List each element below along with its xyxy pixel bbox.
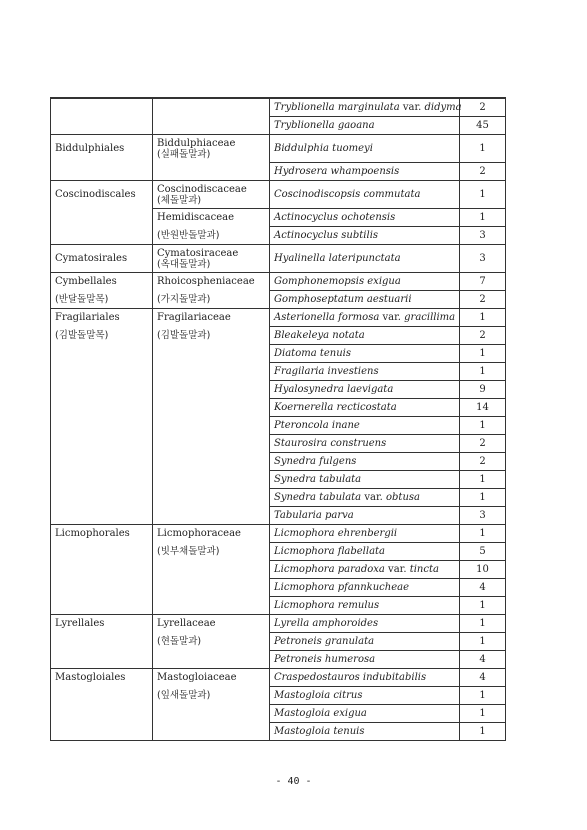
- species-cell: [270, 345, 460, 363]
- family-cell: [153, 381, 270, 399]
- species-name: Diatoma tenuis: [274, 348, 351, 359]
- table-row: [51, 417, 506, 435]
- family-cell: Fragilariaceae: [153, 309, 270, 327]
- family-cell: (가지돌말과): [153, 291, 270, 309]
- species-name: Bleakeleya notata: [274, 330, 365, 341]
- count-cell: 5: [460, 543, 506, 561]
- table-row: [51, 669, 506, 687]
- species-cell: [270, 181, 460, 209]
- table-row: [51, 381, 506, 399]
- order-cell: [51, 651, 153, 669]
- count-cell: 3: [460, 507, 506, 525]
- species-name: Mastogloia tenuis: [274, 726, 365, 737]
- species-cell: [270, 453, 460, 471]
- count-cell: 1: [460, 209, 506, 227]
- order-cell: [51, 489, 153, 507]
- count-cell: 1: [460, 417, 506, 435]
- family-cell: Mastogloiaceae: [153, 669, 270, 687]
- species-cell: [270, 209, 460, 227]
- family-cell: Licmophoraceae: [153, 525, 270, 543]
- species-name: Tryblionella marginulata: [274, 102, 400, 113]
- species-cell: [270, 507, 460, 525]
- family-cell: [153, 135, 270, 163]
- variety-name: didyma: [424, 102, 462, 113]
- count-cell: 2: [460, 453, 506, 471]
- order-cell: [51, 435, 153, 453]
- family-name: Biddulphiaceae: [157, 137, 236, 149]
- species-name: Synedra tabulata: [274, 474, 362, 485]
- table-row: [51, 471, 506, 489]
- order-cell: [51, 579, 153, 597]
- order-cell: [51, 705, 153, 723]
- species-cell: [270, 561, 460, 579]
- species-name: Licmophora paradoxa: [274, 564, 385, 575]
- family-cell: [153, 579, 270, 597]
- table-row: [51, 543, 506, 561]
- family-cell: [153, 117, 270, 135]
- count-cell: 1: [460, 363, 506, 381]
- family-cell: (빗부채돌말과): [153, 543, 270, 561]
- order-cell: Cymbellales: [51, 273, 153, 291]
- species-table: [50, 97, 506, 741]
- order-cell: [51, 381, 153, 399]
- species-name: Fragilaria investiens: [274, 366, 379, 377]
- species-cell: [270, 363, 460, 381]
- table-row: [51, 399, 506, 417]
- table-row: [51, 579, 506, 597]
- species-cell: [270, 705, 460, 723]
- species-cell: [270, 117, 460, 135]
- family-cell: [153, 363, 270, 381]
- table-row: [51, 245, 506, 273]
- count-cell: 4: [460, 669, 506, 687]
- count-cell: 2: [460, 163, 506, 181]
- table-row: [51, 525, 506, 543]
- variety-name: tincta: [409, 564, 439, 575]
- table-row: [51, 615, 506, 633]
- species-name: Tabularia parva: [274, 510, 354, 521]
- species-name: Biddulphia tuomeyi: [274, 143, 373, 154]
- order-cell: [51, 98, 153, 117]
- table-row: [51, 98, 506, 117]
- species-cell: [270, 417, 460, 435]
- variety-marker: var.: [361, 492, 386, 503]
- family-cell: [153, 181, 270, 209]
- family-cell: Hemidiscaceae: [153, 209, 270, 227]
- species-name: Asterionella formosa: [274, 312, 380, 323]
- table-row: [51, 633, 506, 651]
- species-name: Coscinodiscopsis commutata: [274, 189, 421, 200]
- page-number: - 40 -: [275, 776, 312, 787]
- variety-marker: var.: [399, 102, 425, 113]
- species-cell: [270, 399, 460, 417]
- species-cell: [270, 651, 460, 669]
- count-cell: 7: [460, 273, 506, 291]
- family-name: Cymatosiraceae: [157, 247, 239, 259]
- table-row: [51, 273, 506, 291]
- species-cell: [270, 381, 460, 399]
- species-cell: [270, 543, 460, 561]
- family-korean-name: (실패돌말과): [157, 148, 211, 160]
- species-name: Tryblionella gaoana: [274, 120, 375, 131]
- species-cell: [270, 135, 460, 163]
- table-row: [51, 181, 506, 209]
- species-cell: [270, 615, 460, 633]
- species-name: Mastogloia exigua: [274, 708, 367, 719]
- table-row: [51, 687, 506, 705]
- species-cell: [270, 327, 460, 345]
- species-name: Lyrella amphoroides: [274, 618, 379, 629]
- count-cell: 1: [460, 489, 506, 507]
- table-row: [51, 327, 506, 345]
- count-cell: 1: [460, 181, 506, 209]
- family-korean-name: (체돌말과): [157, 194, 202, 206]
- family-name: Coscinodiscaceae: [157, 183, 247, 195]
- count-cell: 1: [460, 345, 506, 363]
- species-cell: [270, 723, 460, 741]
- table-row: [51, 507, 506, 525]
- species-cell: [270, 163, 460, 181]
- family-cell: (김발돌말과): [153, 327, 270, 345]
- table-row: [51, 309, 506, 327]
- species-cell: [270, 525, 460, 543]
- species-name: Licmophora flabellata: [274, 546, 386, 557]
- species-name: Mastogloia citrus: [274, 690, 363, 701]
- order-cell: [51, 345, 153, 363]
- count-cell: 4: [460, 651, 506, 669]
- count-cell: 10: [460, 561, 506, 579]
- table-row: [51, 209, 506, 227]
- order-cell: Coscinodiscales: [51, 181, 153, 209]
- table-row: [51, 163, 506, 181]
- family-cell: [153, 723, 270, 741]
- family-korean-name: (옥대돌말과): [157, 258, 211, 270]
- family-cell: Rhoicospheniaceae: [153, 273, 270, 291]
- order-cell: [51, 471, 153, 489]
- table-row: [51, 453, 506, 471]
- order-cell: [51, 687, 153, 705]
- species-cell: [270, 633, 460, 651]
- species-cell: [270, 471, 460, 489]
- species-name: Petroneis humerosa: [274, 654, 376, 665]
- count-cell: 1: [460, 471, 506, 489]
- order-cell: [51, 227, 153, 245]
- count-cell: 1: [460, 633, 506, 651]
- family-cell: [153, 561, 270, 579]
- species-name: Staurosira construens: [274, 438, 387, 449]
- species-name: Petroneis granulata: [274, 636, 375, 647]
- species-name: Gomphonemopsis exigua: [274, 276, 401, 287]
- variety-marker: var.: [379, 312, 405, 323]
- order-cell: [51, 363, 153, 381]
- table-row: [51, 651, 506, 669]
- table-row: [51, 723, 506, 741]
- table-row: [51, 489, 506, 507]
- count-cell: 9: [460, 381, 506, 399]
- species-name: Licmophora pfannkucheae: [274, 582, 410, 593]
- count-cell: 1: [460, 135, 506, 163]
- family-cell: [153, 399, 270, 417]
- order-cell: [51, 633, 153, 651]
- order-cell: [51, 597, 153, 615]
- table-row: [51, 597, 506, 615]
- order-cell: Fragilariales: [51, 309, 153, 327]
- count-cell: 4: [460, 579, 506, 597]
- order-cell: Mastogloiales: [51, 669, 153, 687]
- order-cell: Cymatosirales: [51, 245, 153, 273]
- family-cell: (반원반돌말과): [153, 227, 270, 245]
- count-cell: 1: [460, 525, 506, 543]
- count-cell: 45: [460, 117, 506, 135]
- species-name: Hyalosynedra laevigata: [274, 384, 394, 395]
- order-cell: [51, 117, 153, 135]
- order-cell: [51, 163, 153, 181]
- family-cell: (현돌말과): [153, 633, 270, 651]
- species-name: Synedra fulgens: [274, 456, 357, 467]
- species-name: Koernerella recticostata: [274, 402, 397, 413]
- species-name: Licmophora ehrenbergii: [274, 528, 398, 539]
- order-cell: [51, 453, 153, 471]
- species-name: Licmophora remulus: [274, 600, 380, 611]
- count-cell: 2: [460, 327, 506, 345]
- family-cell: [153, 597, 270, 615]
- count-cell: 2: [460, 98, 506, 117]
- table-row: [51, 705, 506, 723]
- species-cell: [270, 98, 460, 117]
- variety-name: obtusa: [386, 492, 420, 503]
- species-name: Actinocyclus subtilis: [274, 230, 379, 241]
- species-cell: [270, 291, 460, 309]
- species-cell: [270, 579, 460, 597]
- family-cell: [153, 705, 270, 723]
- order-cell: [51, 561, 153, 579]
- family-cell: [153, 245, 270, 273]
- species-cell: [270, 435, 460, 453]
- family-cell: [153, 489, 270, 507]
- table-row: [51, 345, 506, 363]
- species-name: Pteroncola inane: [274, 420, 360, 431]
- order-cell: [51, 417, 153, 435]
- order-cell: [51, 543, 153, 561]
- order-cell: Lyrellales: [51, 615, 153, 633]
- count-cell: 1: [460, 597, 506, 615]
- order-cell: (김발돌말목): [51, 327, 153, 345]
- table-row: [51, 363, 506, 381]
- species-name: Hyalinella lateripunctata: [274, 253, 401, 264]
- order-cell: Licmophorales: [51, 525, 153, 543]
- species-cell: [270, 597, 460, 615]
- species-cell: [270, 687, 460, 705]
- family-cell: [153, 471, 270, 489]
- species-cell: [270, 669, 460, 687]
- table-row: [51, 435, 506, 453]
- variety-name: gracillima: [404, 312, 456, 323]
- count-cell: 3: [460, 227, 506, 245]
- species-cell: [270, 227, 460, 245]
- table-row: [51, 227, 506, 245]
- species-name: Hydrosera whampoensis: [274, 166, 400, 177]
- count-cell: 2: [460, 291, 506, 309]
- count-cell: 1: [460, 615, 506, 633]
- species-name: Actinocyclus ochotensis: [274, 212, 396, 223]
- species-name: Gomphoseptatum aestuarii: [274, 294, 412, 305]
- order-cell: [51, 723, 153, 741]
- count-cell: 1: [460, 705, 506, 723]
- family-cell: [153, 345, 270, 363]
- family-cell: [153, 507, 270, 525]
- family-cell: [153, 163, 270, 181]
- order-cell: [51, 399, 153, 417]
- table-row: [51, 135, 506, 163]
- species-name: Synedra tabulata: [274, 492, 362, 503]
- family-cell: [153, 417, 270, 435]
- table-row: [51, 117, 506, 135]
- order-cell: (반달돌말목): [51, 291, 153, 309]
- count-cell: 1: [460, 309, 506, 327]
- family-cell: [153, 435, 270, 453]
- family-cell: [153, 98, 270, 117]
- species-name: Craspedostauros indubitabilis: [274, 672, 427, 683]
- order-cell: Biddulphiales: [51, 135, 153, 163]
- count-cell: 2: [460, 435, 506, 453]
- count-cell: 1: [460, 723, 506, 741]
- count-cell: 14: [460, 399, 506, 417]
- table-row: [51, 291, 506, 309]
- variety-marker: var.: [384, 564, 410, 575]
- species-cell: [270, 273, 460, 291]
- family-cell: [153, 651, 270, 669]
- count-cell: 1: [460, 687, 506, 705]
- family-cell: (잎새돌말과): [153, 687, 270, 705]
- table-row: [51, 561, 506, 579]
- family-cell: Lyrellaceae: [153, 615, 270, 633]
- order-cell: [51, 507, 153, 525]
- species-cell: [270, 309, 460, 327]
- count-cell: 3: [460, 245, 506, 273]
- family-cell: [153, 453, 270, 471]
- order-cell: [51, 209, 153, 227]
- species-cell: [270, 245, 460, 273]
- species-cell: [270, 489, 460, 507]
